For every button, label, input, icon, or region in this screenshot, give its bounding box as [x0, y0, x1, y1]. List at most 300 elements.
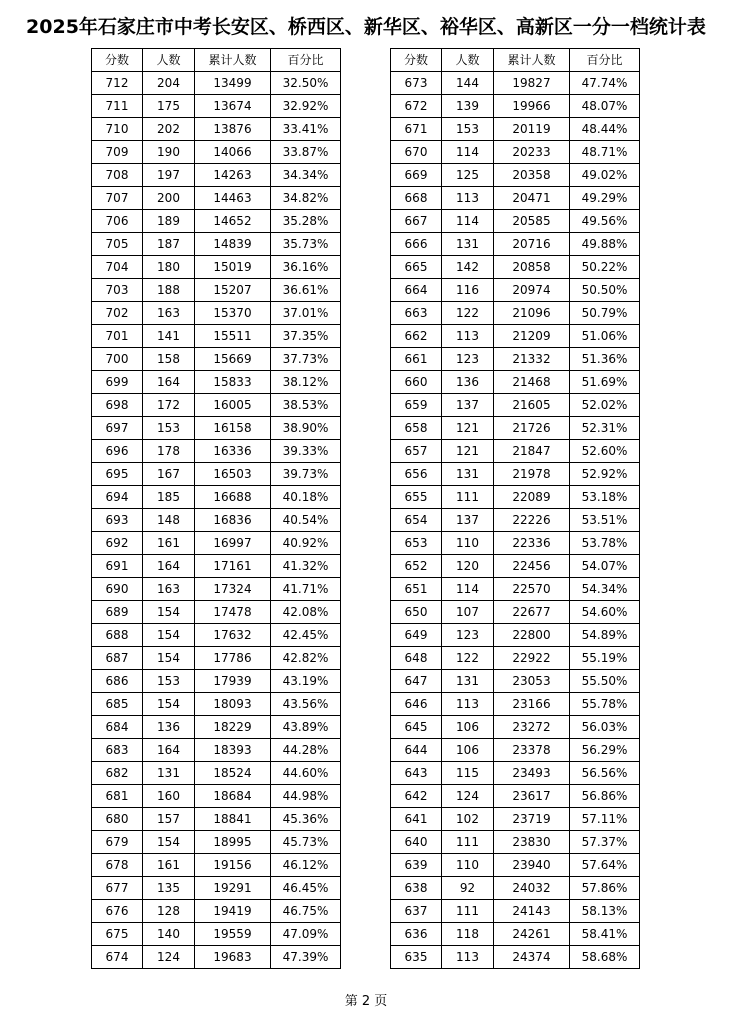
cell-percent: 35.28%: [271, 210, 341, 233]
cell-percent: 48.44%: [570, 118, 640, 141]
table-row: [92, 923, 341, 946]
cell-percent: 43.56%: [271, 693, 341, 716]
cell-percent: 42.82%: [271, 647, 341, 670]
table-row: [391, 946, 640, 969]
cell-cumulative: 16336: [195, 440, 271, 463]
cell-count: 124: [442, 785, 494, 808]
cell-cumulative: 17939: [195, 670, 271, 693]
table-row: [391, 624, 640, 647]
cell-percent: 37.01%: [271, 302, 341, 325]
cell-cumulative: 20585: [494, 210, 570, 233]
header-score: 分数: [92, 49, 143, 72]
cell-percent: 32.92%: [271, 95, 341, 118]
cell-cumulative: 21468: [494, 371, 570, 394]
cell-count: 167: [143, 463, 195, 486]
cell-count: 175: [143, 95, 195, 118]
cell-count: 142: [442, 256, 494, 279]
table-row: [92, 141, 341, 164]
cell-cumulative: 15207: [195, 279, 271, 302]
cell-percent: 57.37%: [570, 831, 640, 854]
table-row: [92, 463, 341, 486]
table-row: [391, 325, 640, 348]
cell-cumulative: 15669: [195, 348, 271, 371]
cell-cumulative: 24143: [494, 900, 570, 923]
cell-score: 643: [391, 762, 442, 785]
cell-count: 131: [143, 762, 195, 785]
table-header-row: [391, 49, 640, 72]
cell-cumulative: 22570: [494, 578, 570, 601]
cell-percent: 52.31%: [570, 417, 640, 440]
cell-count: 110: [442, 854, 494, 877]
cell-score: 665: [391, 256, 442, 279]
cell-cumulative: 15511: [195, 325, 271, 348]
cell-cumulative: 15019: [195, 256, 271, 279]
table-row: [391, 555, 640, 578]
table-row: [391, 854, 640, 877]
cell-percent: 33.41%: [271, 118, 341, 141]
table-row: [391, 348, 640, 371]
table-row: [391, 509, 640, 532]
table-row: [92, 233, 341, 256]
cell-count: 113: [442, 693, 494, 716]
table-row: [92, 302, 341, 325]
cell-score: 708: [92, 164, 143, 187]
cell-count: 172: [143, 394, 195, 417]
cell-score: 651: [391, 578, 442, 601]
cell-score: 700: [92, 348, 143, 371]
cell-cumulative: 16503: [195, 463, 271, 486]
cell-cumulative: 18393: [195, 739, 271, 762]
cell-count: 116: [442, 279, 494, 302]
cell-count: 154: [143, 831, 195, 854]
table-row: [92, 164, 341, 187]
cell-score: 675: [92, 923, 143, 946]
cell-count: 185: [143, 486, 195, 509]
table-row: [391, 831, 640, 854]
cell-percent: 42.08%: [271, 601, 341, 624]
cell-score: 659: [391, 394, 442, 417]
cell-score: 672: [391, 95, 442, 118]
cell-percent: 49.56%: [570, 210, 640, 233]
cell-percent: 45.73%: [271, 831, 341, 854]
cell-count: 113: [442, 187, 494, 210]
cell-percent: 36.16%: [271, 256, 341, 279]
cell-percent: 38.90%: [271, 417, 341, 440]
cell-cumulative: 23493: [494, 762, 570, 785]
table-row: [92, 187, 341, 210]
cell-count: 154: [143, 693, 195, 716]
cell-cumulative: 16836: [195, 509, 271, 532]
cell-percent: 55.78%: [570, 693, 640, 716]
cell-count: 153: [442, 118, 494, 141]
cell-cumulative: 17786: [195, 647, 271, 670]
cell-score: 637: [391, 900, 442, 923]
cell-percent: 56.56%: [570, 762, 640, 785]
cell-cumulative: 22089: [494, 486, 570, 509]
cell-percent: 40.92%: [271, 532, 341, 555]
cell-cumulative: 22456: [494, 555, 570, 578]
cell-cumulative: 16158: [195, 417, 271, 440]
cell-percent: 35.73%: [271, 233, 341, 256]
table-row: [391, 187, 640, 210]
table-row: [391, 877, 640, 900]
cell-percent: 53.18%: [570, 486, 640, 509]
cell-percent: 51.06%: [570, 325, 640, 348]
cell-count: 154: [143, 624, 195, 647]
table-row: [391, 302, 640, 325]
cell-count: 121: [442, 440, 494, 463]
cell-score: 676: [92, 900, 143, 923]
cell-percent: 37.35%: [271, 325, 341, 348]
cell-cumulative: 23378: [494, 739, 570, 762]
cell-percent: 58.41%: [570, 923, 640, 946]
table-body-right: [391, 72, 640, 969]
cell-score: 685: [92, 693, 143, 716]
table-row: [92, 486, 341, 509]
cell-count: 160: [143, 785, 195, 808]
cell-score: 674: [92, 946, 143, 969]
cell-cumulative: 18995: [195, 831, 271, 854]
cell-score: 641: [391, 808, 442, 831]
table-row: [391, 141, 640, 164]
cell-count: 144: [442, 72, 494, 95]
cell-cumulative: 16997: [195, 532, 271, 555]
table-row: [92, 532, 341, 555]
cell-score: 693: [92, 509, 143, 532]
cell-score: 656: [391, 463, 442, 486]
cell-cumulative: 17632: [195, 624, 271, 647]
cell-percent: 55.50%: [570, 670, 640, 693]
cell-percent: 44.28%: [271, 739, 341, 762]
cell-cumulative: 19827: [494, 72, 570, 95]
table-row: [391, 210, 640, 233]
cell-score: 695: [92, 463, 143, 486]
cell-cumulative: 23166: [494, 693, 570, 716]
cell-score: 698: [92, 394, 143, 417]
cell-count: 178: [143, 440, 195, 463]
cell-count: 188: [143, 279, 195, 302]
table-row: [92, 946, 341, 969]
cell-cumulative: 19156: [195, 854, 271, 877]
table-row: [391, 371, 640, 394]
score-table-right: [390, 48, 640, 969]
cell-score: 689: [92, 601, 143, 624]
cell-count: 131: [442, 233, 494, 256]
cell-score: 684: [92, 716, 143, 739]
cell-cumulative: 24374: [494, 946, 570, 969]
cell-count: 163: [143, 302, 195, 325]
cell-cumulative: 23940: [494, 854, 570, 877]
cell-score: 652: [391, 555, 442, 578]
cell-count: 102: [442, 808, 494, 831]
table-row: [391, 256, 640, 279]
table-row: [391, 923, 640, 946]
table-body-left: [92, 72, 341, 969]
cell-score: 639: [391, 854, 442, 877]
cell-score: 650: [391, 601, 442, 624]
cell-count: 113: [442, 325, 494, 348]
cell-count: 124: [143, 946, 195, 969]
cell-score: 681: [92, 785, 143, 808]
table-row: [391, 532, 640, 555]
cell-score: 645: [391, 716, 442, 739]
cell-percent: 38.53%: [271, 394, 341, 417]
cell-cumulative: 21096: [494, 302, 570, 325]
cell-percent: 52.92%: [570, 463, 640, 486]
cell-percent: 32.50%: [271, 72, 341, 95]
cell-cumulative: 23053: [494, 670, 570, 693]
cell-count: 123: [442, 624, 494, 647]
cell-score: 670: [391, 141, 442, 164]
cell-score: 644: [391, 739, 442, 762]
cell-percent: 49.29%: [570, 187, 640, 210]
cell-percent: 36.61%: [271, 279, 341, 302]
cell-percent: 51.69%: [570, 371, 640, 394]
cell-score: 642: [391, 785, 442, 808]
cell-cumulative: 14839: [195, 233, 271, 256]
cell-count: 131: [442, 463, 494, 486]
table-row: [92, 394, 341, 417]
cell-score: 702: [92, 302, 143, 325]
cell-count: 125: [442, 164, 494, 187]
table-row: [92, 325, 341, 348]
cell-percent: 54.07%: [570, 555, 640, 578]
table-header-row: [92, 49, 341, 72]
cell-count: 114: [442, 141, 494, 164]
table-row: [391, 233, 640, 256]
cell-score: 658: [391, 417, 442, 440]
cell-score: 706: [92, 210, 143, 233]
table-row: [391, 785, 640, 808]
cell-count: 128: [143, 900, 195, 923]
cell-percent: 57.86%: [570, 877, 640, 900]
cell-score: 696: [92, 440, 143, 463]
cell-percent: 50.79%: [570, 302, 640, 325]
cell-cumulative: 21332: [494, 348, 570, 371]
cell-count: 187: [143, 233, 195, 256]
table-row: [92, 716, 341, 739]
header-cumulative: 累计人数: [195, 49, 271, 72]
cell-percent: 40.54%: [271, 509, 341, 532]
cell-cumulative: 17478: [195, 601, 271, 624]
table-row: [391, 601, 640, 624]
header-percent: 百分比: [271, 49, 341, 72]
cell-score: 707: [92, 187, 143, 210]
cell-cumulative: 22800: [494, 624, 570, 647]
cell-count: 136: [143, 716, 195, 739]
cell-score: 655: [391, 486, 442, 509]
table-row: [391, 417, 640, 440]
cell-cumulative: 24261: [494, 923, 570, 946]
cell-cumulative: 15370: [195, 302, 271, 325]
cell-count: 106: [442, 716, 494, 739]
cell-percent: 53.78%: [570, 532, 640, 555]
cell-score: 701: [92, 325, 143, 348]
cell-score: 705: [92, 233, 143, 256]
cell-cumulative: 23830: [494, 831, 570, 854]
table-row: [92, 808, 341, 831]
cell-count: 158: [143, 348, 195, 371]
cell-score: 663: [391, 302, 442, 325]
cell-cumulative: 13876: [195, 118, 271, 141]
cell-cumulative: 17324: [195, 578, 271, 601]
cell-percent: 48.07%: [570, 95, 640, 118]
cell-cumulative: 20119: [494, 118, 570, 141]
cell-cumulative: 24032: [494, 877, 570, 900]
cell-count: 118: [442, 923, 494, 946]
table-row: [92, 785, 341, 808]
table-row: [92, 72, 341, 95]
cell-percent: 48.71%: [570, 141, 640, 164]
cell-percent: 43.89%: [271, 716, 341, 739]
cell-count: 137: [442, 509, 494, 532]
cell-percent: 34.34%: [271, 164, 341, 187]
cell-score: 694: [92, 486, 143, 509]
cell-count: 111: [442, 831, 494, 854]
table-row: [92, 624, 341, 647]
cell-count: 163: [143, 578, 195, 601]
table-row: [92, 95, 341, 118]
cell-score: 657: [391, 440, 442, 463]
cell-score: 673: [391, 72, 442, 95]
table-row: [391, 693, 640, 716]
table-row: [391, 164, 640, 187]
table-row: [391, 578, 640, 601]
cell-score: 711: [92, 95, 143, 118]
cell-percent: 53.51%: [570, 509, 640, 532]
cell-cumulative: 21605: [494, 394, 570, 417]
cell-cumulative: 18093: [195, 693, 271, 716]
cell-cumulative: 14463: [195, 187, 271, 210]
cell-cumulative: 22336: [494, 532, 570, 555]
cell-cumulative: 20233: [494, 141, 570, 164]
table-row: [391, 670, 640, 693]
cell-score: 671: [391, 118, 442, 141]
cell-cumulative: 14263: [195, 164, 271, 187]
cell-percent: 54.60%: [570, 601, 640, 624]
cell-score: 654: [391, 509, 442, 532]
cell-percent: 47.74%: [570, 72, 640, 95]
header-score: 分数: [391, 49, 442, 72]
cell-cumulative: 19683: [195, 946, 271, 969]
cell-score: 668: [391, 187, 442, 210]
cell-percent: 54.89%: [570, 624, 640, 647]
cell-cumulative: 20716: [494, 233, 570, 256]
cell-count: 140: [143, 923, 195, 946]
cell-score: 688: [92, 624, 143, 647]
header-percent: 百分比: [570, 49, 640, 72]
cell-count: 204: [143, 72, 195, 95]
cell-score: 683: [92, 739, 143, 762]
table-row: [92, 693, 341, 716]
cell-count: 106: [442, 739, 494, 762]
cell-percent: 47.09%: [271, 923, 341, 946]
cell-count: 115: [442, 762, 494, 785]
cell-score: 687: [92, 647, 143, 670]
cell-percent: 58.68%: [570, 946, 640, 969]
cell-count: 111: [442, 900, 494, 923]
table-row: [92, 831, 341, 854]
table-row: [391, 762, 640, 785]
table-row: [92, 118, 341, 141]
cell-count: 164: [143, 555, 195, 578]
table-row: [92, 877, 341, 900]
table-row: [391, 118, 640, 141]
cell-score: 649: [391, 624, 442, 647]
cell-cumulative: 16005: [195, 394, 271, 417]
table-row: [391, 739, 640, 762]
table-row: [391, 440, 640, 463]
page-title: 2025年石家庄市中考长安区、桥西区、新华区、裕华区、高新区一分一档统计表: [26, 16, 706, 38]
cell-count: 114: [442, 578, 494, 601]
cell-score: 666: [391, 233, 442, 256]
table-row: [92, 578, 341, 601]
cell-count: 190: [143, 141, 195, 164]
cell-percent: 56.03%: [570, 716, 640, 739]
cell-cumulative: 18841: [195, 808, 271, 831]
cell-score: 691: [92, 555, 143, 578]
cell-cumulative: 22922: [494, 647, 570, 670]
header-count: 人数: [442, 49, 494, 72]
cell-percent: 56.29%: [570, 739, 640, 762]
cell-cumulative: 21726: [494, 417, 570, 440]
cell-percent: 49.88%: [570, 233, 640, 256]
cell-cumulative: 18684: [195, 785, 271, 808]
cell-percent: 44.98%: [271, 785, 341, 808]
cell-count: 157: [143, 808, 195, 831]
cell-score: 653: [391, 532, 442, 555]
cell-score: 710: [92, 118, 143, 141]
cell-count: 114: [442, 210, 494, 233]
cell-cumulative: 20471: [494, 187, 570, 210]
cell-percent: 52.02%: [570, 394, 640, 417]
cell-count: 131: [442, 670, 494, 693]
table-row: [92, 279, 341, 302]
cell-count: 164: [143, 371, 195, 394]
table-row: [391, 486, 640, 509]
cell-cumulative: 21847: [494, 440, 570, 463]
cell-percent: 41.32%: [271, 555, 341, 578]
cell-cumulative: 16688: [195, 486, 271, 509]
cell-count: 180: [143, 256, 195, 279]
cell-score: 661: [391, 348, 442, 371]
cell-cumulative: 14066: [195, 141, 271, 164]
cell-cumulative: 21978: [494, 463, 570, 486]
cell-percent: 54.34%: [570, 578, 640, 601]
cell-score: 635: [391, 946, 442, 969]
cell-cumulative: 19291: [195, 877, 271, 900]
cell-count: 135: [143, 877, 195, 900]
cell-percent: 56.86%: [570, 785, 640, 808]
cell-percent: 39.33%: [271, 440, 341, 463]
table-row: [391, 72, 640, 95]
table-row: [92, 440, 341, 463]
table-row: [92, 670, 341, 693]
cell-score: 640: [391, 831, 442, 854]
table-row: [92, 256, 341, 279]
cell-count: 137: [442, 394, 494, 417]
cell-score: 704: [92, 256, 143, 279]
cell-count: 141: [143, 325, 195, 348]
cell-score: 692: [92, 532, 143, 555]
table-row: [92, 854, 341, 877]
cell-percent: 42.45%: [271, 624, 341, 647]
cell-cumulative: 20858: [494, 256, 570, 279]
cell-percent: 51.36%: [570, 348, 640, 371]
cell-score: 660: [391, 371, 442, 394]
cell-count: 197: [143, 164, 195, 187]
table-row: [92, 647, 341, 670]
